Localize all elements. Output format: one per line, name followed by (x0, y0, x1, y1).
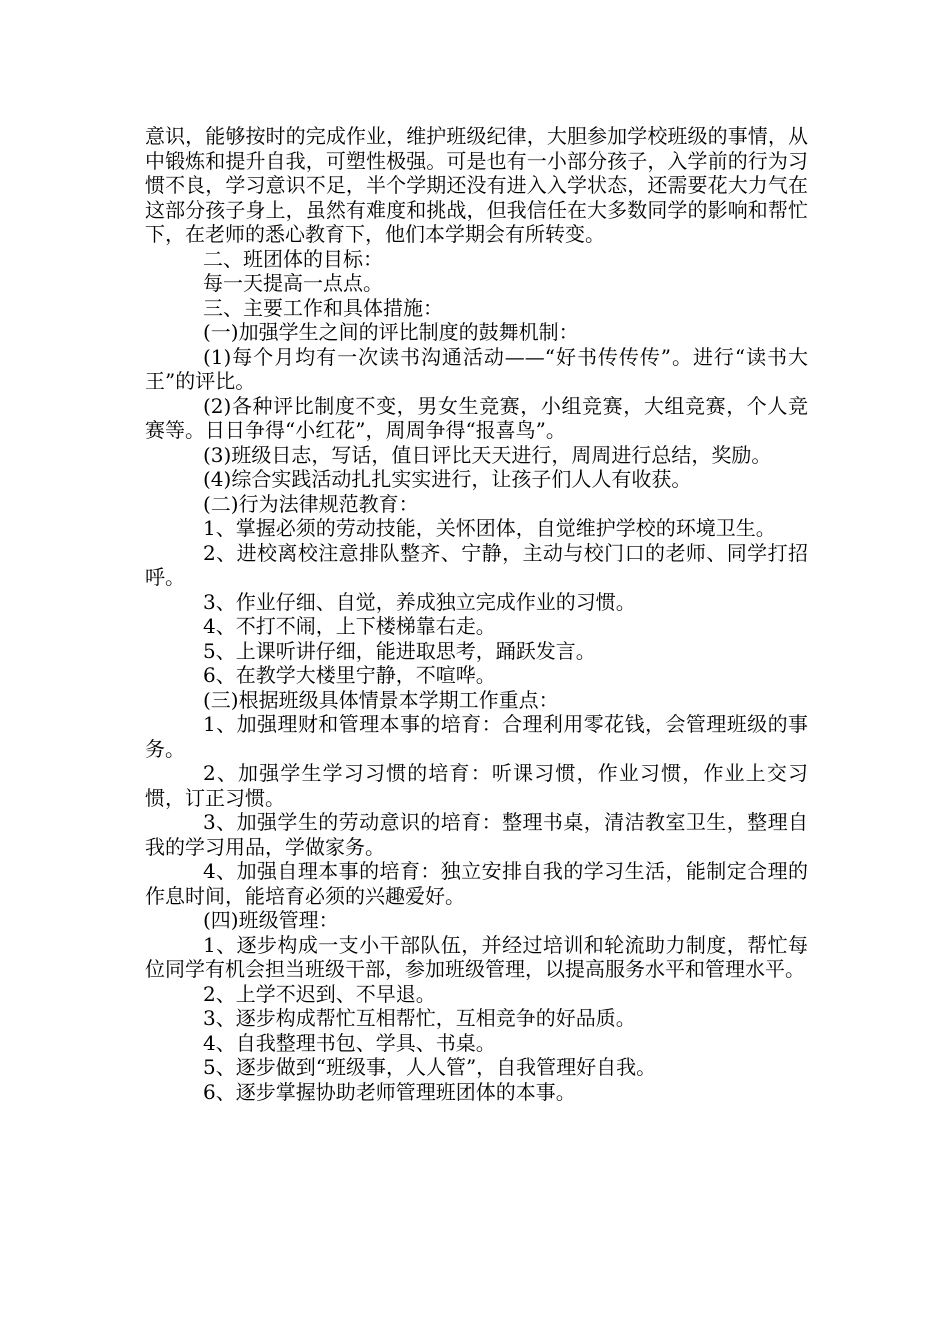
list-item-management-4: 4、自我整理书包、学具、书桌。 (203, 1030, 496, 1055)
paragraph-intro-continuation: 意识，能够按时的完成作业，维护班级纪律，大胆参加学校班级的事情，从中锻炼和提升自我，可塑性极强。可是也有一小部分孩子，入学前的行为习惯不良，学习意识不足，半个学期还没有进入入学状态，还需要花大力气在这部分孩子身上，虽然有难度和挑战，但我信任在大多数同学的影响和帮忙下，在老师的悉心教育下，他们本学期会有所转变。 (145, 124, 808, 246)
list-item-evaluation-2: (2)各种评比制度不变，男女生竞赛，小组竞赛，大组竞赛，个人竞赛等。日日争得“小红花”，周周争得“报喜鸟”。 (145, 393, 808, 442)
list-item-evaluation-1: (1)每个月均有一次读书沟通活动——“好书传传传”。进行“读书大王”的评比。 (145, 344, 808, 393)
list-item-priorities-2: 2、加强学生学习习惯的培育：听课习惯，作业习惯，作业上交习惯，订正习惯。 (145, 761, 808, 810)
subheading-priorities: (三)根据班级具体情景本学期工作重点： (203, 687, 559, 712)
list-item-priorities-3: 3、加强学生的劳动意识的培育：整理书桌，清洁教室卫生，整理自我的学习用品，学做家务。 (145, 810, 808, 859)
heading-main-work: 三、主要工作和具体措施： (203, 295, 443, 320)
list-item-evaluation-4: (4)综合实践活动扎扎实实进行，让孩子们人人有收获。 (203, 467, 692, 491)
list-item-behavior-5: 5、上课听讲仔细，能进取思考，踊跃发言。 (203, 638, 596, 663)
document-body (145, 124, 808, 1104)
heading-class-goal: 二、班团体的目标： (203, 246, 383, 271)
list-item-behavior-3: 3、作业仔细、自觉，养成独立完成作业的习惯。 (203, 589, 636, 614)
list-item-behavior-2: 2、进校离校注意排队整齐、宁静，主动与校门口的老师、同学打招呼。 (145, 540, 808, 589)
subheading-behavior: (二)行为法律规范教育： (203, 491, 419, 516)
list-item-evaluation-3: (3)班级日志，写话，值日评比天天进行，周周进行总结，奖励。 (203, 442, 772, 467)
list-item-behavior-6: 6、在教学大楼里宁静，不喧哗。 (203, 663, 496, 687)
list-item-management-2: 2、上学不迟到、不早退。 (203, 981, 436, 1006)
list-item-behavior-4: 4、不打不闹，上下楼梯靠右走。 (203, 614, 496, 638)
list-item-management-3: 3、逐步构成帮忙互相帮忙，互相竞争的好品质。 (203, 1006, 636, 1030)
list-item-management-5: 5、逐步做到“班级事，人人管”，自我管理好自我。 (203, 1055, 657, 1079)
list-item-priorities-4: 4、加强自理本事的培育：独立安排自我的学习生活，能制定合理的作息时间，能培育必须的兴趣爱好。 (145, 859, 808, 908)
list-item-priorities-1: 1、加强理财和管理本事的培育：合理利用零花钱，会管理班级的事务。 (145, 712, 808, 761)
list-item-management-1: 1、逐步构成一支小干部队伍，并经过培训和轮流助力制度，帮忙每位同学有机会担当班级干部，参加班级管理，以提高服务水平和管理水平。 (145, 932, 808, 981)
list-item-behavior-1: 1、掌握必须的劳动技能，关怀团体，自觉维护学校的环境卫生。 (203, 516, 776, 540)
subheading-evaluation: (一)加强学生之间的评比制度的鼓舞机制： (203, 320, 579, 344)
subheading-class-management: (四)班级管理： (203, 908, 339, 932)
paragraph-goal: 每一天提高一点点。 (203, 271, 383, 295)
list-item-management-6: 6、逐步掌握协助老师管理班团体的本事。 (203, 1079, 576, 1104)
